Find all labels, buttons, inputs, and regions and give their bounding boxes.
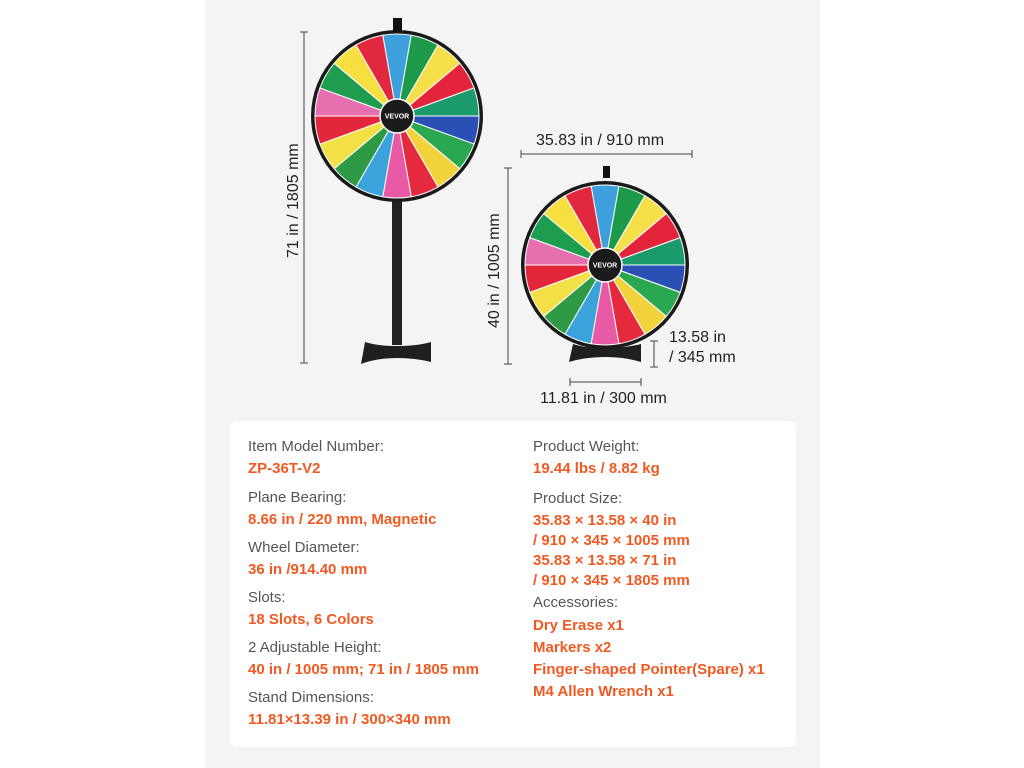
spec-value: / 910 × 345 × 1805 mm xyxy=(533,572,690,589)
spec-value: 8.66 in / 220 mm, Magnetic xyxy=(248,511,437,528)
spec-label: Slots: xyxy=(248,589,286,606)
spec-accessories xyxy=(533,593,765,703)
spec-value: 19.44 lbs / 8.82 kg xyxy=(533,460,660,477)
spec-value: 18 Slots, 6 Colors xyxy=(248,611,374,628)
wheel-brand-logo: VEVOR xyxy=(592,262,618,270)
spec-adjustable-height xyxy=(248,638,479,680)
spec-value: 11.81×13.39 in / 300×340 mm xyxy=(248,711,451,728)
base-depth-label-2: / 345 mm xyxy=(669,349,736,366)
spec-value: 40 in / 1005 mm; 71 in / 1805 mm xyxy=(248,661,479,678)
base-width-label: 11.81 in / 300 mm xyxy=(540,390,667,407)
spec-slots xyxy=(248,588,374,630)
tall-wheel xyxy=(311,30,483,202)
spec-value: / 910 × 345 × 1005 mm xyxy=(533,532,690,549)
spec-value: 35.83 × 13.58 × 40 in xyxy=(533,512,677,529)
tall-wheel-pointer xyxy=(393,18,402,32)
spec-product-size xyxy=(533,489,690,591)
spec-value: M4 Allen Wrench x1 xyxy=(533,683,674,700)
spec-value: 36 in /914.40 mm xyxy=(248,561,368,578)
spec-weight xyxy=(533,437,660,479)
spec-value: Markers x2 xyxy=(533,639,612,656)
short-height-label: 40 in / 1005 mm xyxy=(486,213,503,328)
spec-label: Wheel Diameter: xyxy=(248,539,360,556)
wheel-brand-logo: VEVOR xyxy=(384,113,410,121)
spec-value: 35.83 × 13.58 × 71 in xyxy=(533,552,677,569)
spec-value: ZP-36T-V2 xyxy=(248,460,321,477)
short-wheel-pointer xyxy=(603,166,610,178)
spec-label: 2 Adjustable Height: xyxy=(248,639,382,656)
spec-stand-dimensions xyxy=(248,688,451,730)
spec-value: Dry Erase x1 xyxy=(533,617,624,634)
spec-value: Finger-shaped Pointer(Spare) x1 xyxy=(533,661,765,678)
tall-height-label: 71 in / 1805 mm xyxy=(285,143,302,258)
spec-card xyxy=(230,421,796,747)
spec-label: Product Weight: xyxy=(533,438,640,455)
spec-label: Product Size: xyxy=(533,490,623,507)
short-wheel xyxy=(521,181,689,349)
product-figure xyxy=(205,0,820,420)
spec-plane-bearing xyxy=(248,488,436,530)
tall-stand-pole xyxy=(392,195,402,345)
spec-label: Stand Dimensions: xyxy=(248,689,374,706)
base-depth-label-1: 13.58 in xyxy=(669,329,726,346)
tall-stand-base xyxy=(361,342,431,364)
wheel-width-label: 35.83 in / 910 mm xyxy=(536,132,665,149)
spec-label: Plane Bearing: xyxy=(248,489,347,506)
spec-wheel-diameter xyxy=(248,538,367,580)
spec-label: Item Model Number: xyxy=(248,438,384,455)
spec-model xyxy=(248,437,384,479)
spec-label: Accessories: xyxy=(533,594,619,611)
